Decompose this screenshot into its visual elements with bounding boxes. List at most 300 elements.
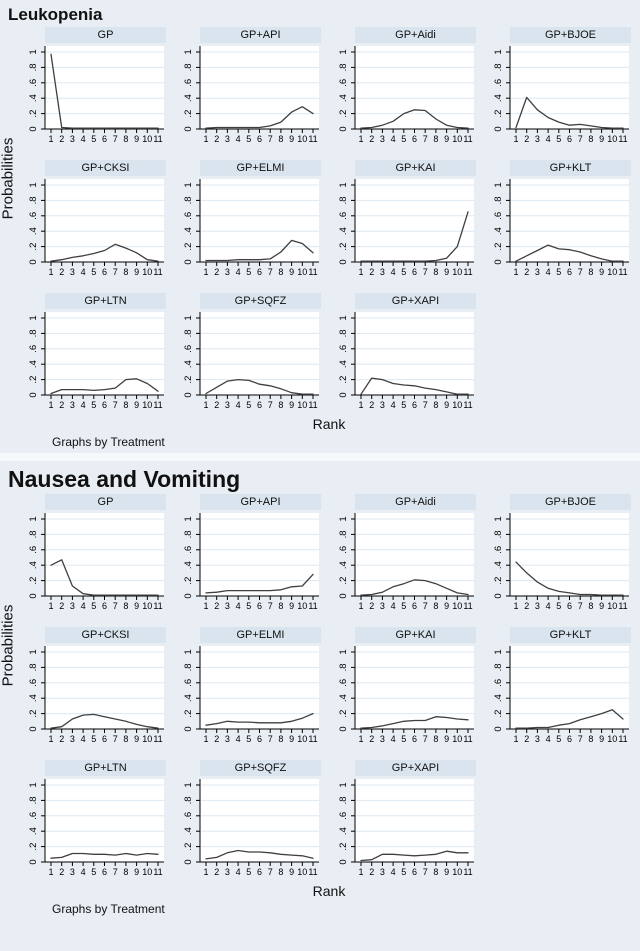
x-tick-label: 3 xyxy=(534,733,540,744)
x-tick-label: 10 xyxy=(607,266,618,277)
y-tick-label: 0 xyxy=(183,126,194,132)
x-tick-label: 7 xyxy=(422,600,428,611)
x-tick-label: 2 xyxy=(369,266,375,277)
x-tick-label: 2 xyxy=(524,266,530,277)
y-tick-label: 1 xyxy=(183,782,194,788)
x-tick-label: 7 xyxy=(422,133,428,144)
y-tick-label: .4 xyxy=(28,227,39,236)
x-tick-label: 11 xyxy=(308,600,318,611)
x-tick-label: 2 xyxy=(59,266,65,277)
y-tick-label: .6 xyxy=(183,344,194,353)
x-tick-label: 1 xyxy=(48,266,54,277)
x-tick-label: 8 xyxy=(588,600,594,611)
panel-title: GP+ELMI xyxy=(200,160,321,176)
y-tick-label: 0 xyxy=(183,859,194,865)
y-tick-label: .2 xyxy=(338,576,349,585)
panel-title: GP+XAPI xyxy=(355,293,476,309)
x-tick-label: 1 xyxy=(513,600,519,611)
x-tick-label: 3 xyxy=(379,266,385,277)
x-tick-label: 4 xyxy=(80,266,86,277)
x-tick-label: 11 xyxy=(153,399,163,410)
x-tick-label: 9 xyxy=(289,600,295,611)
x-tick-label: 10 xyxy=(297,133,308,144)
x-tick-label: 9 xyxy=(134,600,140,611)
y-tick-label: .2 xyxy=(183,375,194,384)
y-tick-label: 1 xyxy=(28,649,39,655)
x-tick-label: 5 xyxy=(401,733,407,744)
x-tick-label: 10 xyxy=(452,133,463,144)
y-tick-label: .4 xyxy=(28,694,39,703)
y-tick-label: 0 xyxy=(183,259,194,265)
y-tick-label: .2 xyxy=(493,576,504,585)
y-tick-label: .8 xyxy=(493,663,504,672)
graphs-by-note: Graphs by Treatment xyxy=(52,434,165,449)
y-tick-label: 0 xyxy=(493,259,504,265)
x-tick-label: 3 xyxy=(69,733,75,744)
plot-area xyxy=(355,46,474,129)
y-tick-label: 0 xyxy=(338,726,349,732)
x-tick-label: 9 xyxy=(599,600,605,611)
x-tick-label: 3 xyxy=(69,133,75,144)
x-tick-label: 6 xyxy=(566,266,573,277)
x-tick-label: 2 xyxy=(214,866,220,877)
x-tick-label: 4 xyxy=(80,600,86,611)
x-tick-label: 6 xyxy=(411,600,418,611)
y-tick-label: 1 xyxy=(28,49,39,55)
x-tick-label: 5 xyxy=(91,733,97,744)
x-tick-label: 7 xyxy=(112,399,118,410)
x-tick-label: 9 xyxy=(289,399,295,410)
x-tick-label: 3 xyxy=(224,133,230,144)
y-tick-label: .2 xyxy=(338,109,349,118)
plot-area xyxy=(355,179,474,262)
x-tick-label: 10 xyxy=(297,399,308,410)
x-tick-label: 2 xyxy=(369,399,375,410)
y-tick-label: 0 xyxy=(338,392,349,398)
x-tick-label: 10 xyxy=(142,600,153,611)
y-tick-label: .6 xyxy=(183,811,194,820)
graphs-by-note: Graphs by Treatment xyxy=(52,901,165,916)
x-tick-label: 3 xyxy=(69,399,75,410)
plot-area xyxy=(200,513,319,596)
treatment-panel xyxy=(173,293,323,413)
treatment-panel xyxy=(18,760,168,880)
treatment-panel xyxy=(18,160,168,280)
x-tick-label: 5 xyxy=(246,866,252,877)
leukopenia-body xyxy=(0,27,640,449)
x-tick-label: 3 xyxy=(534,266,540,277)
plot-area xyxy=(45,46,164,129)
panel-chart xyxy=(173,776,323,880)
plot-area xyxy=(200,779,319,862)
y-tick-label: .2 xyxy=(493,242,504,251)
x-tick-label: 10 xyxy=(607,133,618,144)
y-tick-label: .2 xyxy=(493,709,504,718)
panel-chart xyxy=(18,176,168,280)
x-tick-label: 4 xyxy=(390,866,396,877)
plot-area xyxy=(45,779,164,862)
x-tick-label: 7 xyxy=(422,866,428,877)
x-tick-label: 2 xyxy=(369,866,375,877)
panel-chart xyxy=(18,43,168,147)
panel-title: GP+CKSI xyxy=(45,160,166,176)
y-tick-label: .4 xyxy=(183,227,194,236)
y-tick-label: .6 xyxy=(338,545,349,554)
x-tick-label: 4 xyxy=(80,866,86,877)
x-tick-label: 11 xyxy=(308,133,318,144)
y-tick-label: 0 xyxy=(183,726,194,732)
y-tick-label: 0 xyxy=(338,259,349,265)
treatment-panel xyxy=(18,627,168,747)
x-tick-label: 9 xyxy=(444,866,450,877)
y-tick-label: .4 xyxy=(28,360,39,369)
panel-chart xyxy=(173,176,323,280)
x-tick-label: 8 xyxy=(278,866,284,877)
panel-chart xyxy=(328,43,478,147)
panel-title: GP+ELMI xyxy=(200,627,321,643)
x-tick-label: 5 xyxy=(401,600,407,611)
x-tick-label: 6 xyxy=(101,399,108,410)
x-tick-label: 8 xyxy=(123,733,129,744)
x-tick-label: 10 xyxy=(607,733,618,744)
y-tick-label: .6 xyxy=(28,211,39,220)
x-tick-label: 5 xyxy=(246,133,252,144)
x-tick-label: 8 xyxy=(433,866,439,877)
y-tick-label: 1 xyxy=(493,182,504,188)
x-tick-label: 10 xyxy=(297,733,308,744)
x-tick-label: 2 xyxy=(59,133,65,144)
x-tick-label: 11 xyxy=(463,399,473,410)
x-tick-label: 5 xyxy=(246,600,252,611)
x-tick-label: 10 xyxy=(297,600,308,611)
y-tick-label: .8 xyxy=(338,796,349,805)
y-tick-label: .6 xyxy=(28,811,39,820)
x-tick-label: 5 xyxy=(401,266,407,277)
x-tick-label: 6 xyxy=(566,600,573,611)
y-tick-label: .8 xyxy=(493,63,504,72)
x-tick-label: 1 xyxy=(203,133,209,144)
x-tick-label: 9 xyxy=(134,866,140,877)
panel-chart xyxy=(483,510,633,614)
y-tick-label: 0 xyxy=(493,593,504,599)
plot-area xyxy=(510,46,629,129)
y-tick-label: .4 xyxy=(338,360,349,369)
y-tick-label: .2 xyxy=(183,576,194,585)
plot-area xyxy=(45,513,164,596)
x-tick-label: 1 xyxy=(203,733,209,744)
panel-title: GP+KAI xyxy=(355,160,476,176)
y-tick-label: .4 xyxy=(183,827,194,836)
x-tick-label: 11 xyxy=(308,399,318,410)
y-tick-label: 1 xyxy=(338,649,349,655)
x-tick-label: 10 xyxy=(297,866,308,877)
y-tick-label: 0 xyxy=(338,126,349,132)
y-tick-label: .2 xyxy=(28,375,39,384)
x-tick-label: 1 xyxy=(358,266,364,277)
treatment-panel xyxy=(328,760,478,880)
panel-chart xyxy=(18,776,168,880)
x-tick-label: 3 xyxy=(534,133,540,144)
y-tick-label: .8 xyxy=(28,329,39,338)
panel-chart xyxy=(173,309,323,413)
panel-chart xyxy=(328,643,478,747)
x-tick-label: 6 xyxy=(256,399,263,410)
x-tick-label: 7 xyxy=(267,399,273,410)
x-tick-label: 8 xyxy=(433,133,439,144)
treatment-panel xyxy=(328,293,478,413)
x-tick-label: 1 xyxy=(48,133,54,144)
x-tick-label: 1 xyxy=(513,133,519,144)
y-tick-label: .2 xyxy=(183,242,194,251)
x-tick-label: 10 xyxy=(142,266,153,277)
y-tick-label: 1 xyxy=(183,315,194,321)
panel-chart xyxy=(173,643,323,747)
x-tick-label: 11 xyxy=(153,266,163,277)
panel-title: GP+CKSI xyxy=(45,627,166,643)
y-tick-label: .8 xyxy=(338,63,349,72)
x-tick-label: 3 xyxy=(224,866,230,877)
x-tick-label: 8 xyxy=(588,133,594,144)
x-tick-label: 10 xyxy=(142,399,153,410)
x-tick-label: 10 xyxy=(142,866,153,877)
x-tick-label: 9 xyxy=(289,266,295,277)
y-tick-label: .8 xyxy=(493,196,504,205)
panel-chart xyxy=(328,510,478,614)
x-tick-label: 10 xyxy=(452,600,463,611)
panel-title: GP+LTN xyxy=(45,293,166,309)
treatment-panel xyxy=(173,494,323,614)
panel-title: GP+BJOE xyxy=(510,27,631,43)
x-tick-label: 1 xyxy=(48,866,54,877)
x-tick-label: 1 xyxy=(203,266,209,277)
x-tick-label: 3 xyxy=(379,399,385,410)
x-tick-label: 7 xyxy=(577,600,583,611)
treatment-panel xyxy=(173,160,323,280)
x-tick-label: 2 xyxy=(59,866,65,877)
y-tick-label: 0 xyxy=(338,859,349,865)
x-tick-label: 6 xyxy=(101,733,108,744)
x-tick-label: 7 xyxy=(422,399,428,410)
y-tick-label: 0 xyxy=(28,259,39,265)
x-tick-label: 9 xyxy=(444,733,450,744)
y-tick-label: 1 xyxy=(493,49,504,55)
x-tick-label: 9 xyxy=(444,266,450,277)
x-tick-label: 2 xyxy=(214,266,220,277)
x-tick-label: 4 xyxy=(80,399,86,410)
treatment-panel xyxy=(483,27,633,147)
panel-title: GP+API xyxy=(200,27,321,43)
treatment-panel xyxy=(18,494,168,614)
y-tick-label: .4 xyxy=(28,827,39,836)
y-tick-label: .4 xyxy=(183,561,194,570)
x-tick-label: 4 xyxy=(545,133,551,144)
x-tick-label: 7 xyxy=(112,133,118,144)
y-tick-label: .8 xyxy=(28,63,39,72)
y-tick-label: 0 xyxy=(183,593,194,599)
grid-1 xyxy=(18,494,640,880)
x-tick-label: 5 xyxy=(401,133,407,144)
panel-title: GP+KAI xyxy=(355,627,476,643)
plot-area xyxy=(200,46,319,129)
x-tick-label: 9 xyxy=(289,133,295,144)
x-tick-label: 3 xyxy=(379,733,385,744)
y-tick-label: .8 xyxy=(183,329,194,338)
x-tick-label: 7 xyxy=(112,266,118,277)
plot-area xyxy=(355,779,474,862)
x-tick-label: 8 xyxy=(588,266,594,277)
treatment-panel xyxy=(173,27,323,147)
x-tick-label: 10 xyxy=(142,733,153,744)
x-axis-label: Rank xyxy=(312,415,346,432)
x-tick-label: 3 xyxy=(379,133,385,144)
x-tick-label: 4 xyxy=(235,600,241,611)
x-tick-label: 4 xyxy=(390,133,396,144)
y-tick-label: .8 xyxy=(183,530,194,539)
x-tick-label: 9 xyxy=(134,133,140,144)
y-tick-label: .6 xyxy=(338,678,349,687)
y-tick-label: .8 xyxy=(183,796,194,805)
y-tick-label: .6 xyxy=(183,545,194,554)
x-tick-label: 5 xyxy=(556,266,562,277)
plot-area xyxy=(510,513,629,596)
x-tick-label: 6 xyxy=(256,866,263,877)
x-tick-label: 8 xyxy=(123,399,129,410)
x-tick-label: 11 xyxy=(308,866,318,877)
panel-chart xyxy=(328,309,478,413)
panel-title: GP+BJOE xyxy=(510,494,631,510)
y-tick-label: 1 xyxy=(28,516,39,522)
treatment-panel xyxy=(483,494,633,614)
x-tick-label: 1 xyxy=(358,733,364,744)
x-tick-label: 2 xyxy=(214,600,220,611)
y-tick-label: .4 xyxy=(493,94,504,103)
x-tick-label: 1 xyxy=(513,266,519,277)
y-tick-label: .8 xyxy=(493,530,504,539)
x-tick-label: 10 xyxy=(297,266,308,277)
x-tick-label: 4 xyxy=(545,733,551,744)
x-tick-label: 2 xyxy=(214,133,220,144)
y-tick-label: 1 xyxy=(338,182,349,188)
x-tick-label: 8 xyxy=(278,133,284,144)
panel-title: GP+API xyxy=(200,494,321,510)
y-tick-label: .2 xyxy=(338,375,349,384)
y-tick-label: .8 xyxy=(28,663,39,672)
x-tick-label: 7 xyxy=(267,600,273,611)
x-tick-label: 3 xyxy=(224,266,230,277)
x-tick-label: 8 xyxy=(433,600,439,611)
y-tick-label: .6 xyxy=(183,211,194,220)
x-tick-label: 9 xyxy=(444,600,450,611)
panel-title: GP+Aidi xyxy=(355,494,476,510)
section-separator xyxy=(0,453,640,461)
x-tick-label: 10 xyxy=(452,266,463,277)
plot-area xyxy=(355,312,474,395)
x-tick-label: 3 xyxy=(69,600,75,611)
y-tick-label: 0 xyxy=(28,593,39,599)
section-title-leukopenia: Leukopenia xyxy=(8,5,103,24)
x-tick-label: 5 xyxy=(91,399,97,410)
y-tick-label: 0 xyxy=(183,392,194,398)
x-tick-label: 5 xyxy=(556,733,562,744)
plot-area xyxy=(200,179,319,262)
treatment-panel xyxy=(328,494,478,614)
y-tick-label: .4 xyxy=(338,227,349,236)
nausea-body xyxy=(0,494,640,916)
panel-title: GP+KLT xyxy=(510,160,631,176)
x-tick-label: 2 xyxy=(524,600,530,611)
x-tick-label: 6 xyxy=(411,733,418,744)
y-tick-label: 1 xyxy=(28,182,39,188)
x-tick-label: 11 xyxy=(463,266,473,277)
panel-title: GP+Aidi xyxy=(355,27,476,43)
y-tick-label: .4 xyxy=(338,694,349,703)
x-tick-label: 7 xyxy=(112,600,118,611)
x-tick-label: 6 xyxy=(566,733,573,744)
y-tick-label: .6 xyxy=(28,678,39,687)
y-tick-label: .2 xyxy=(28,109,39,118)
x-tick-label: 1 xyxy=(203,399,209,410)
x-tick-label: 4 xyxy=(390,399,396,410)
y-tick-label: 0 xyxy=(28,726,39,732)
y-tick-label: 0 xyxy=(338,593,349,599)
y-tick-label: .6 xyxy=(338,811,349,820)
y-tick-label: .2 xyxy=(28,576,39,585)
y-tick-label: .4 xyxy=(183,694,194,703)
y-tick-label: .2 xyxy=(183,842,194,851)
y-tick-label: .4 xyxy=(338,561,349,570)
panel-title: GP+SQFZ xyxy=(200,293,321,309)
x-tick-label: 2 xyxy=(214,733,220,744)
x-tick-label: 9 xyxy=(289,866,295,877)
grid-0 xyxy=(18,27,640,413)
x-tick-label: 3 xyxy=(69,866,75,877)
x-tick-label: 3 xyxy=(224,733,230,744)
x-tick-label: 10 xyxy=(452,733,463,744)
x-tick-label: 7 xyxy=(267,266,273,277)
x-tick-label: 10 xyxy=(142,133,153,144)
x-tick-label: 9 xyxy=(289,733,295,744)
x-tick-label: 11 xyxy=(153,600,163,611)
x-tick-label: 2 xyxy=(59,733,65,744)
plot-area xyxy=(200,312,319,395)
y-tick-label: 1 xyxy=(338,516,349,522)
x-tick-label: 1 xyxy=(358,600,364,611)
y-tick-label: 1 xyxy=(183,49,194,55)
treatment-panel xyxy=(328,627,478,747)
x-tick-label: 2 xyxy=(369,133,375,144)
treatment-panel xyxy=(483,160,633,280)
x-tick-label: 4 xyxy=(545,600,551,611)
y-tick-label: .6 xyxy=(28,545,39,554)
y-tick-label: .8 xyxy=(28,196,39,205)
x-tick-label: 6 xyxy=(101,866,108,877)
x-tick-label: 5 xyxy=(401,866,407,877)
panel-chart xyxy=(483,176,633,280)
x-tick-label: 8 xyxy=(123,133,129,144)
x-tick-label: 7 xyxy=(422,733,428,744)
panel-chart xyxy=(173,510,323,614)
x-tick-label: 11 xyxy=(463,600,473,611)
panel-title: GP+LTN xyxy=(45,760,166,776)
x-tick-label: 8 xyxy=(278,399,284,410)
y-tick-label: .4 xyxy=(183,360,194,369)
y-tick-label: .6 xyxy=(183,78,194,87)
x-tick-label: 8 xyxy=(278,733,284,744)
treatment-panel xyxy=(483,627,633,747)
y-tick-label: .8 xyxy=(183,663,194,672)
plot-area xyxy=(45,179,164,262)
panel-title: GP+SQFZ xyxy=(200,760,321,776)
